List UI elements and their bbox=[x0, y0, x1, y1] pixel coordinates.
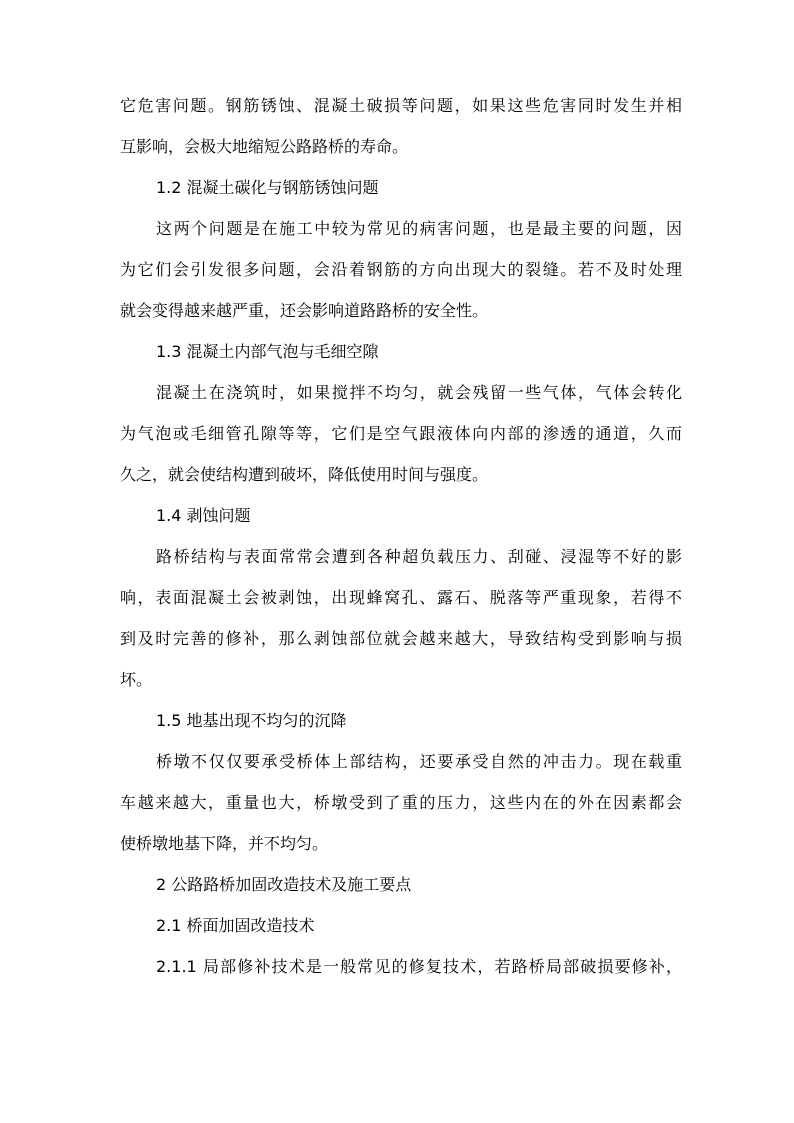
paragraph-line: 就会变得越来越严重，还会影响道路路桥的安全性。 bbox=[120, 301, 489, 320]
paragraph-line: 路桥结构与表面常常会遭到各种超负载压力、刮碰、浸湿等不好的影 bbox=[156, 547, 682, 566]
paragraph-line: 为它们会引发很多问题，会沿着钢筋的方向出现大的裂缝。若不及时处理 bbox=[120, 260, 682, 279]
paragraph-line: 桥墩不仅仅要承受桥体上部结构，还要承受自然的冲击力。现在载重 bbox=[156, 752, 682, 771]
paragraph-line: 坏。 bbox=[120, 670, 153, 689]
paragraph-line: 互影响，会极大地缩短公路路桥的寿命。 bbox=[120, 137, 409, 156]
paragraph-line: 响，表面混凝土会被剥蚀，出现蜂窝孔、露石、脱落等严重现象，若得不 bbox=[120, 588, 682, 607]
section-heading: 2.1 桥面加固改造技术 bbox=[156, 916, 315, 935]
section-heading: 1.3 混凝土内部气泡与毛细空隙 bbox=[156, 342, 379, 361]
paragraph-line: 到及时完善的修补，那么剥蚀部位就会越来越大，导致结构受到影响与损 bbox=[120, 629, 682, 648]
section-heading: 1.2 混凝土碳化与钢筋锈蚀问题 bbox=[156, 178, 379, 197]
paragraph-line: 2.1.1 局部修补技术是一般常见的修复技术，若路桥局部破损要修补， bbox=[156, 957, 682, 976]
section-heading: 2 公路路桥加固改造技术及施工要点 bbox=[156, 875, 412, 894]
paragraph-line: 为气泡或毛细管孔隙等等，它们是空气跟液体向内部的渗透的通道，久而 bbox=[120, 424, 682, 443]
paragraph-line: 久之，就会使结构遭到破坏，降低使用时间与强度。 bbox=[120, 465, 489, 484]
paragraph-line: 混凝土在浇筑时，如果搅拌不均匀，就会残留一些气体，气体会转化 bbox=[156, 383, 682, 402]
section-heading: 1.4 剥蚀问题 bbox=[156, 506, 251, 525]
paragraph-line: 车越来越大，重量也大，桥墩受到了重的压力，这些内在的外在因素都会 bbox=[120, 793, 682, 812]
paragraph-line: 使桥墩地基下降，并不均匀。 bbox=[120, 834, 329, 853]
paragraph-line: 它危害问题。钢筋锈蚀、混凝土破损等问题，如果这些危害同时发生并相 bbox=[120, 96, 682, 115]
section-heading: 1.5 地基出现不均匀的沉降 bbox=[156, 711, 347, 730]
paragraph-line: 这两个问题是在施工中较为常见的病害问题，也是最主要的问题，因 bbox=[156, 219, 682, 238]
